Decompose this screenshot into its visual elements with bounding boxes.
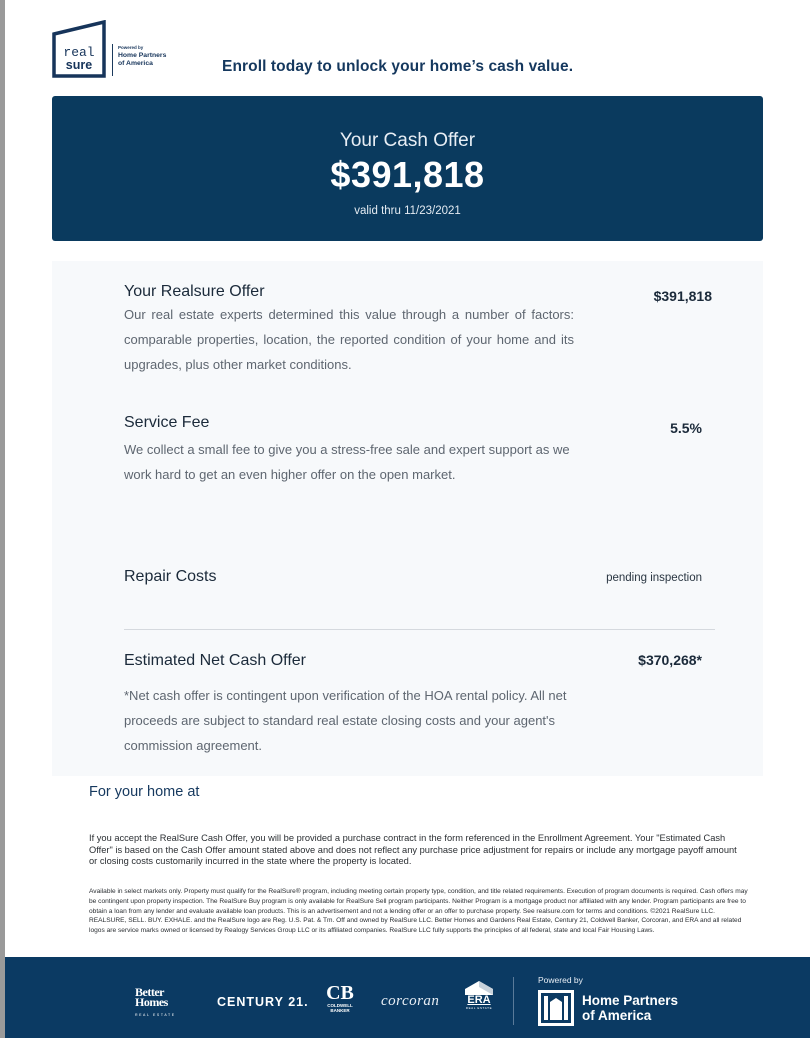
bhgre-line1: Better <box>135 985 164 999</box>
home-partners-line1: Home Partners <box>582 993 679 1008</box>
house-logo-icon <box>52 20 110 78</box>
era-text: ERA <box>467 994 491 1006</box>
cash-offer-banner <box>52 96 763 241</box>
realsure-offer-title: Your Realsure Offer <box>124 283 265 300</box>
net-cash-offer-title: Estimated Net Cash Offer <box>124 652 306 669</box>
net-offer-divider <box>124 629 715 630</box>
logo-partner-name <box>118 52 166 68</box>
better-homes-logo <box>135 987 176 1020</box>
cb-monogram-icon: CB <box>326 982 354 1004</box>
service-fee-title: Service Fee <box>124 414 210 431</box>
net-cash-offer-value: $370,268* <box>638 652 702 668</box>
logo-divider <box>112 44 113 76</box>
realsure-logo <box>52 20 110 78</box>
cash-offer-amount: $391,818 <box>330 154 485 195</box>
century21-logo: CENTURY 21. <box>217 995 309 1009</box>
era-roof-icon <box>465 981 493 995</box>
net-cash-offer-description: *Net cash offer is contingent upon verification of the HOA rental policy. All net proceeds are subject to standard real estate closing costs and your agent's commission agreement. <box>124 688 567 753</box>
logo-partner-line1: Home Partners <box>118 52 167 59</box>
home-partners-line2: of America <box>582 1008 652 1023</box>
era-subtitle: REAL ESTATE <box>465 1006 493 1010</box>
footer-divider <box>513 977 514 1025</box>
bhgre-subtitle: REAL ESTATE <box>135 1013 176 1017</box>
service-fee-value: 5.5% <box>670 420 702 436</box>
logo-text-real: real <box>63 45 95 60</box>
realsure-offer-description: Our real estate experts determined this value through a number of factors: comparable properties, location, the reported condition of your home and its upgrades, plus other market conditions. <box>124 307 574 372</box>
logo-partner-line2: of America <box>118 60 153 67</box>
enroll-tagline: Enroll today to unlock your home’s cash value. <box>222 58 574 75</box>
legal-disclaimer-primary: If you accept the RealSure Cash Offer, you will be provided a purchase contract in the form referenced in the Enrollment Agreement. Your "Estimated Cash Offer" is based on the Cash Offer amount stated above and does not reflect any purchase price adjustment for repairs or include any mortgage payoff amount or closing costs customarily incurred in the state where the property is located. <box>89 833 737 866</box>
realsure-offer-value: $391,818 <box>653 288 712 304</box>
cash-offer-title: Your Cash Offer <box>339 130 476 151</box>
legal-disclaimer-fine-print: Available in select markets only. Property must qualify for the RealSure® program, including meeting certain property type, condition, and title related requirements. Execution of program documents is required. Cash offers may be contingent upon property inspection. The RealSure Buy program is only available for RealSure Sell program participants. Neither Program is a mortgage product nor affiliated with any lender. Program participants are free to obtain a loan from any lender and evaluate available loan products. This is an advertisement and not a lending offer or an offer to purchase property. See realsure.com for terms and conditions. ©2021 RealSure LLC. REALSURE, SELL. BUY. EXHALE. and the RealSure logo are Reg. U.S. Pat. & Tm. Off and owned by RealSure LLC. Better Homes and Gardens Real Estate, Century 21, Coldwell Banker, Corcoran, and ERA and all related logos are service marks owned or licensed by Realogy Services Group LLC or its affiliated companies. RealSure LLC fully supports the principles of all federal, state and local Fair Housing Laws. <box>89 888 748 935</box>
logo-text-sure: sure <box>65 58 93 72</box>
repair-costs-title: Repair Costs <box>124 568 217 585</box>
service-fee-description: We collect a small fee to give you a stress-free sale and expert support as we work hard to get an even higher offer on the open market. <box>124 442 570 482</box>
logo-powered-by: Powered by <box>118 45 144 50</box>
home-partners-icon <box>538 990 574 1026</box>
footer-powered-by: Powered by <box>538 975 583 985</box>
brand-footer <box>5 957 810 1038</box>
era-logo <box>463 981 495 1010</box>
corcoran-logo: corcoran <box>381 993 440 1009</box>
home-partners-name <box>582 993 678 1023</box>
cash-offer-valid-date: valid thru 11/23/2021 <box>354 205 461 217</box>
coldwell-banker-logo <box>323 983 357 1013</box>
window-left-edge <box>0 0 5 1038</box>
home-address-label: For your home at <box>89 784 200 800</box>
cb-line1: COLDWELL <box>327 1003 353 1008</box>
cb-line2: BANKER <box>330 1008 350 1013</box>
bhgre-line2: Homes <box>135 995 168 1009</box>
repair-costs-value: pending inspection <box>606 572 702 584</box>
